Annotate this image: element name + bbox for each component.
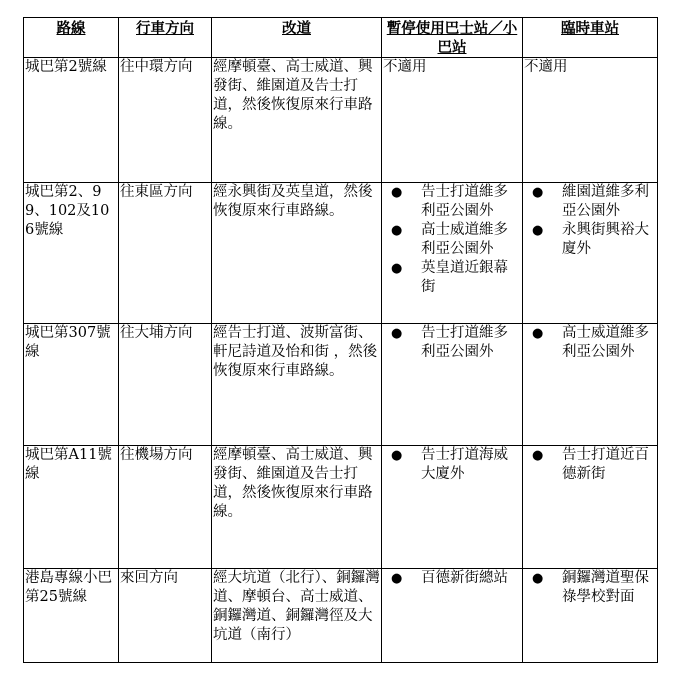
header-diversion: 改道 — [212, 18, 382, 58]
list-item — [524, 183, 656, 221]
list-item — [383, 259, 521, 297]
suspended-stops-cell — [382, 183, 523, 324]
bullet-icon: ● — [391, 571, 403, 586]
stop-name: 告士打道海威大廈外 — [421, 447, 508, 482]
header-row — [24, 18, 658, 58]
suspended-stops-cell — [382, 324, 523, 446]
stop-name: 百德新街總站 — [421, 570, 508, 586]
temporary-stops-cell — [523, 324, 658, 446]
suspended-stops-cell — [382, 569, 523, 663]
list-item — [524, 324, 656, 362]
header-route: 路線 — [24, 18, 119, 58]
bullet-icon: ● — [532, 185, 544, 200]
bullet-icon: ● — [391, 261, 403, 276]
route-cell: 城巴第2號線 — [24, 58, 119, 183]
diversion-cell: 經摩頓臺、高士威道、興發街、維園道及告士打道，然後恢復原來行車路線。 — [212, 58, 382, 183]
temporary-stops-cell — [523, 569, 658, 663]
table-row — [24, 58, 658, 183]
stop-name: 告士打道維多利亞公園外 — [421, 184, 508, 219]
header-suspended-stops: 暫停使用巴士站／小巴站 — [382, 18, 523, 58]
bullet-icon: ● — [532, 326, 544, 341]
route-cell: 港島專線小巴第25號線 — [24, 569, 119, 663]
list-item — [383, 324, 521, 362]
list-item — [524, 221, 656, 259]
stop-name: 維園道維多利亞公園外 — [562, 184, 649, 219]
direction-cell: 往機場方向 — [119, 446, 212, 569]
suspended-stops-list — [383, 183, 521, 297]
temporary-stops-cell: 不適用 — [523, 58, 658, 183]
list-item — [383, 569, 521, 588]
bullet-icon: ● — [532, 571, 544, 586]
diversion-cell: 經大坑道（北行）、銅鑼灣道、摩頓台、高士威道、銅鑼灣道、銅鑼灣徑及大坑道（南行） — [212, 569, 382, 663]
temporary-stops-cell — [523, 183, 658, 324]
list-item — [524, 569, 656, 607]
suspended-stops-list — [383, 569, 521, 588]
stop-name: 高士威道維多利亞公園外 — [562, 325, 649, 360]
diversion-table — [23, 17, 658, 663]
suspended-stops-cell: 不適用 — [382, 58, 523, 183]
stop-name: 告士打道維多利亞公園外 — [421, 325, 508, 360]
list-item — [383, 183, 521, 221]
direction-cell: 往東區方向 — [119, 183, 212, 324]
table-row — [24, 183, 658, 324]
suspended-stops-cell — [382, 446, 523, 569]
list-item — [383, 446, 521, 484]
stop-name: 永興街興裕大廈外 — [562, 222, 649, 257]
diversion-cell: 經摩頓臺、高士威道、興發街、維園道及告士打道，然後恢復原來行車路線。 — [212, 446, 382, 569]
route-cell: 城巴第2、99、102及106號線 — [24, 183, 119, 324]
direction-cell: 往大埔方向 — [119, 324, 212, 446]
stop-name: 銅鑼灣道聖保祿學校對面 — [562, 570, 649, 605]
list-item — [383, 221, 521, 259]
stop-name: 告士打道近百德新街 — [562, 447, 649, 482]
route-cell: 城巴第307號線 — [24, 324, 119, 446]
route-cell: 城巴第A11號線 — [24, 446, 119, 569]
stop-name: 英皇道近銀幕街 — [421, 260, 508, 295]
temporary-stops-list — [524, 183, 656, 259]
diversion-cell: 經告士打道、波斯富街、軒尼詩道及怡和街 ，然後恢復原來行車路線。 — [212, 324, 382, 446]
suspended-stops-list — [383, 446, 521, 484]
bullet-icon: ● — [391, 326, 403, 341]
diversion-cell: 經永興街及英皇道，然後恢復原來行車路線。 — [212, 183, 382, 324]
bullet-icon: ● — [391, 185, 403, 200]
bullet-icon: ● — [532, 223, 544, 238]
temporary-stops-list — [524, 446, 656, 484]
table-row — [24, 446, 658, 569]
header-temporary-stops: 臨時車站 — [523, 18, 658, 58]
bullet-icon: ● — [532, 448, 544, 463]
bullet-icon: ● — [391, 223, 403, 238]
bullet-icon: ● — [391, 448, 403, 463]
suspended-stops-list — [383, 324, 521, 362]
temporary-stops-cell — [523, 446, 658, 569]
direction-cell: 往中環方向 — [119, 58, 212, 183]
table-row — [24, 324, 658, 446]
temporary-stops-list — [524, 569, 656, 607]
table-row — [24, 569, 658, 663]
direction-cell: 來回方向 — [119, 569, 212, 663]
stop-name: 高士威道維多利亞公園外 — [421, 222, 508, 257]
header-direction: 行車方向 — [119, 18, 212, 58]
list-item — [524, 446, 656, 484]
temporary-stops-list — [524, 324, 656, 362]
